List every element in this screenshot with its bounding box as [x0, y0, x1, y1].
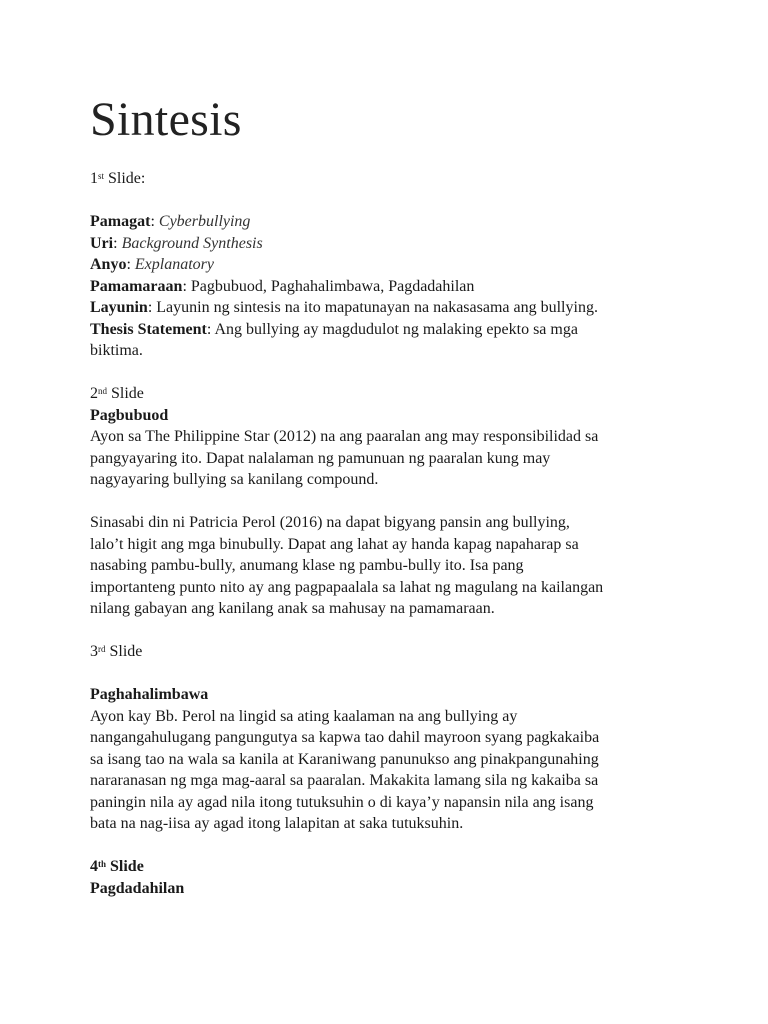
paragraph-line: Sinasabi din ni Patricia Perol (2016) na dapat bigyang pansin ang bullying,	[90, 514, 570, 531]
section-heading-pagdadahilan: Pagdadahilan	[90, 879, 185, 897]
slide2-heading: 2nd Slide	[90, 385, 144, 402]
paragraph-line: nararanasan ng mga mag-aaral sa paaralan. Makakita lamang sila ng kakaiba sa	[90, 772, 599, 789]
section-heading-pagbubuod: Pagbubuod	[90, 406, 169, 424]
page-title: Sintesis	[90, 93, 242, 146]
paragraph-line: nasabing pambu-bully, anumang klase ng pambu-bully ito. Isa pang	[90, 557, 524, 574]
paragraph-line: bata na nag-iisa ay agad itong lalapitan at saka tutuksuhin.	[90, 815, 464, 832]
paragraph-line: lalo’t higit ang mga binubully. Dapat ang lahat ay handa kapag napaharap sa	[90, 535, 579, 553]
paragraph-line: Ayon kay Bb. Perol na lingid sa ating kaalaman na ang bullying ay	[90, 707, 518, 725]
section-heading-paghahalimbawa: Paghahalimbawa	[90, 686, 209, 703]
thesis-line-cont: biktima.	[90, 342, 143, 359]
pamamaraan-line: Pamamaraan: Pagbubuod, Paghahalimbawa, Pagdadahilan	[90, 277, 475, 295]
paragraph-line: nilang gabayan ang kanilang anak sa mahusay na pamamaraan.	[90, 600, 495, 617]
paragraph-line: importanteng punto nito ay ang pagpapaalala sa lahat ng magulang na kailangan	[90, 578, 604, 596]
paragraph-line: sa isang tao na wala sa kanila at Karaniwang panunukso ang pinakpangunahing	[90, 750, 599, 768]
anyo-line: Anyo: Explanatory	[90, 256, 214, 273]
uri-line: Uri: Background Synthesis	[90, 234, 263, 252]
layunin-line: Layunin: Layunin ng sintesis na ito mapatunayan na nakasasama ang bullying.	[90, 299, 598, 316]
paragraph-line: paningin nila ay agad nila itong tutuksuhin o di kaya’y napansin nila ang isang	[90, 793, 594, 811]
pamagat-line: Pamagat: Cyberbullying	[90, 213, 251, 230]
thesis-line: Thesis Statement: Ang bullying ay magdudulot ng malaking epekto sa mga	[90, 320, 578, 338]
document-body	[90, 168, 690, 899]
paragraph-line: nangangahulugang pangungutya sa kapwa tao dahil mayroon syang pagkakaiba	[90, 729, 600, 746]
paragraph-line: Ayon sa The Philippine Star (2012) na ang paaralan ang may responsibilidad sa	[90, 428, 599, 445]
paragraph-line: pangyayaring ito. Dapat nalalaman ng pamunuan ng paaralan kung may	[90, 449, 551, 467]
slide4-heading: 4th Slide	[90, 858, 144, 875]
slide1-heading: 1st Slide:	[90, 170, 146, 187]
paragraph-line: nagyayaring bullying sa kanilang compound.	[90, 471, 379, 488]
slide3-heading: 3rd Slide	[90, 643, 143, 660]
